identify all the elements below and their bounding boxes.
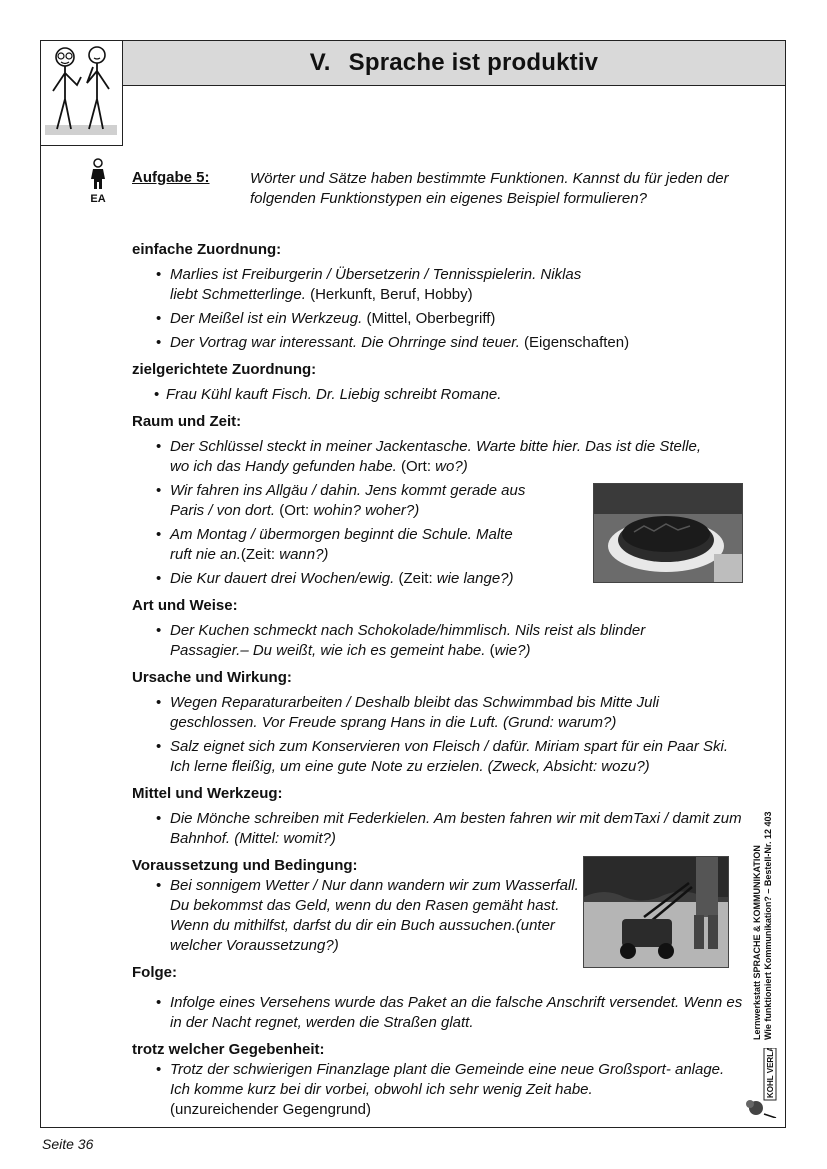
series-line-1: Lernwerkstatt SPRACHE & KOMMUNIKATION [752, 845, 762, 1040]
list-item: • Bei sonnigem Wetter / Nur dann wandern wir zum Wasserfall. Du bekommst das Geld, wenn du den Rasen gemäht hast. Wenn du mithilfst, darfst du dir ein Buch aussuchen.(unter welcher Voraussetzung?) [132, 876, 590, 956]
lawnmower-photo [583, 856, 729, 968]
section-heading: Mittel und Werkzeug: [132, 785, 283, 802]
stick-figures-icon [41, 41, 121, 144]
section-simple-assignment [132, 240, 742, 353]
section-consequence [132, 963, 742, 1033]
list-item: • Salz eignet sich zum Konservieren von Fleisch / dafür. Miriam spart für ein Paar Ski. Ich lerne fleißig, um eine gute Note zu erzielen. (Zweck, Absicht: wozu?) [132, 737, 730, 777]
list-item: • Marlies ist Freiburgerin / Übersetzerin / Tennisspielerin. Niklas liebt Schmetterlinge. (Herkunft, Beruf, Hobby) [132, 265, 600, 305]
page-header [122, 40, 786, 86]
list-item: • Der Vortrag war interessant. Die Ohrringe sind teuer. (Eigenschaften) [132, 333, 742, 353]
section-heading: Folge: [132, 964, 177, 981]
list-item: • Die Kur dauert drei Wochen/ewig. (Zeit: wie lange?) [132, 569, 742, 589]
section-heading: trotz welcher Gegebenheit: [132, 1041, 325, 1058]
series-info-vertical [752, 812, 774, 1040]
section-targeted-assignment [132, 360, 742, 405]
section-manner [132, 596, 742, 661]
list-item: • Die Mönche schreiben mit Federkielen. Am besten fahren wir mit demTaxi / damit zum Bahnhof. (Mittel: womit?) [132, 809, 750, 849]
chapter-number: V. [309, 49, 331, 76]
section-concession [132, 1040, 742, 1120]
badge-label: EA [90, 193, 106, 205]
list-item: • Infolge eines Versehens wurde das Paket an die falsche Anschrift versendet. Wenn es in der Nacht regnet, werden die Straßen glatt. [132, 993, 750, 1033]
section-heading: Raum und Zeit: [132, 413, 242, 430]
person-icon [88, 158, 108, 190]
lawnmower-image-icon [584, 857, 729, 968]
section-means-tool [132, 784, 742, 849]
task-label: Aufgabe 5: [132, 169, 210, 186]
list-item: • Wegen Reparaturarbeiten / Deshalb bleibt das Schwimmbad bis Mitte Juli geschlossen. Vor Freude sprang Hans in die Luft. (Grund: warum?) [132, 693, 735, 733]
individual-work-badge [86, 158, 110, 205]
task-prompt [132, 169, 732, 209]
section-cause-effect [132, 668, 742, 777]
section-heading: Voraussetzung und Bedingung: [132, 857, 358, 874]
list-item: • Wir fahren ins Allgäu / dahin. Jens kommt gerade aus Paris / von dort. (Ort: wohin? woher?) [132, 481, 555, 521]
series-line-2: Wie funktioniert Kommunikation? – Bestell-Nr. 12 403 [763, 811, 773, 1040]
cake-image-icon [594, 484, 743, 583]
list-item: • Der Kuchen schmeckt nach Schokolade/himmlisch. Nils reist als blinder Passagier.– Du weißt, wie ich es gemeint habe. (wie?) [132, 621, 710, 661]
section-heading: einfache Zuordnung: [132, 241, 282, 258]
function-types-list [132, 240, 742, 1127]
section-heading: Ursache und Wirkung: [132, 669, 292, 686]
publisher-logo-icon [744, 1048, 778, 1118]
page-title [310, 49, 598, 77]
svg-text:KOHL VERLAG: KOHL VERLAG [766, 1048, 775, 1098]
list-item: • Trotz der schwierigen Finanzlage plant die Gemeinde eine neue Großsport- anlage. Ich komme kurz bei dir vorbei, obwohl ich sehr wenig Zeit habe. (unzureichender Gegengrund) [132, 1060, 730, 1120]
list-item: • Frau Kühl kauft Fisch. Dr. Liebig schreibt Romane. [132, 385, 742, 405]
cake-photo [593, 483, 743, 583]
section-heading: zielgerichtete Zuordnung: [132, 361, 317, 378]
list-item: • Der Meißel ist ein Werkzeug. (Mittel, Oberbegriff) [132, 309, 742, 329]
task-text: Wörter und Sätze haben bestimmte Funktionen. Kannst du für jeden der folgenden Funktionstypen ein eigenes Beispiel formulieren? [250, 170, 729, 207]
publisher-logo [744, 1048, 778, 1118]
page-number: Seite 36 [42, 1136, 94, 1152]
list-item: • Der Schlüssel steckt in meiner Jackentasche. Warte bitte hier. Das ist die Stelle, wo ich das Handy gefunden habe. (Ort: wo?) [132, 437, 715, 477]
chapter-title: Sprache ist produktiv [348, 49, 599, 76]
stick-figures-illustration [40, 40, 123, 146]
list-item: • Am Montag / übermorgen beginnt die Schule. Malte ruft nie an.(Zeit: wann?) [132, 525, 515, 565]
section-heading: Art und Weise: [132, 597, 238, 614]
